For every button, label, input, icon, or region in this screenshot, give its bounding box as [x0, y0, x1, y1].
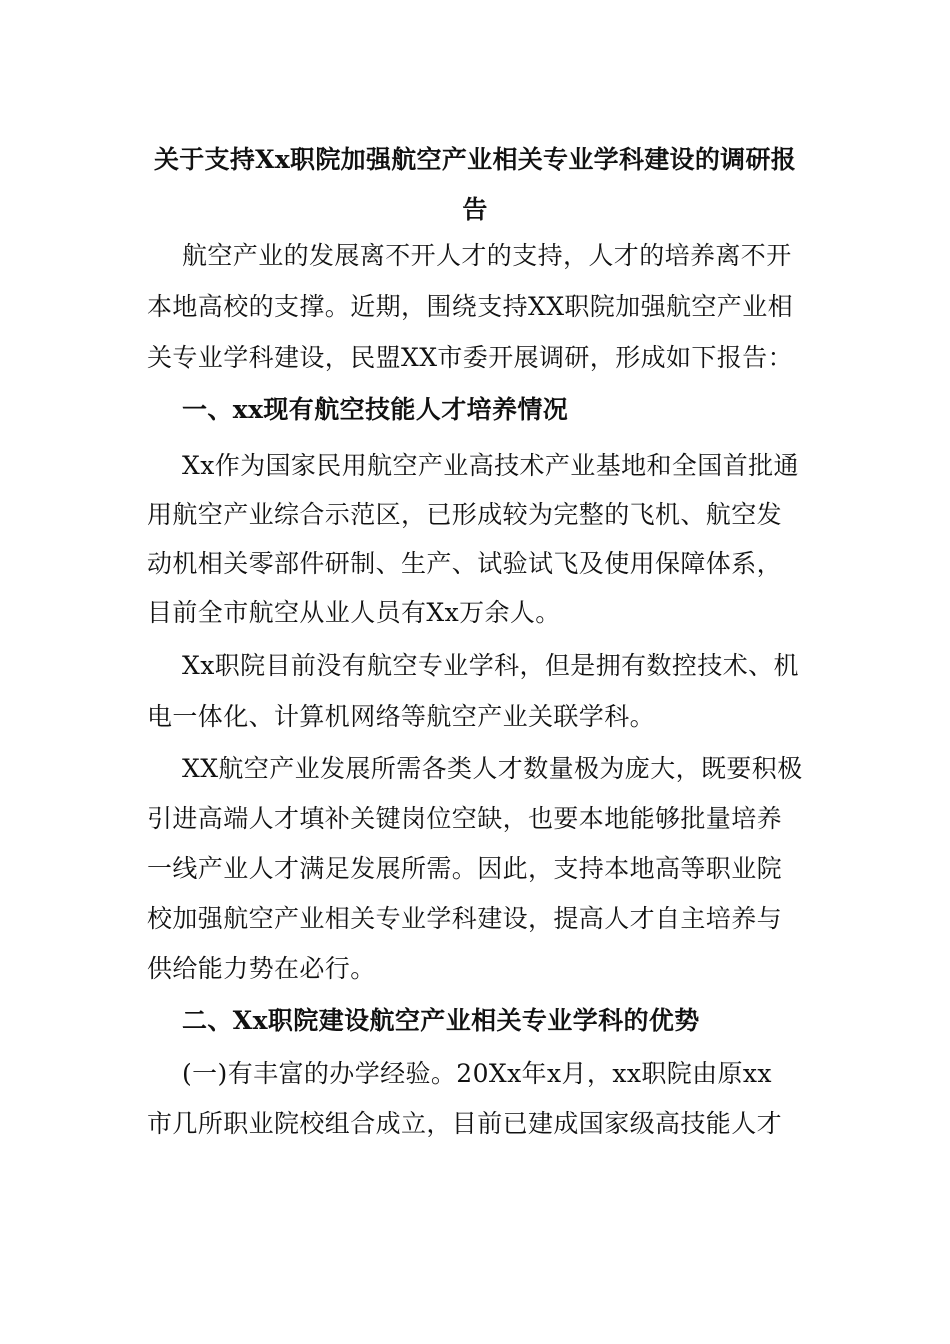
section-1-para-3-line: XX航空产业发展所需各类人才数量极为庞大，既要积极 — [182, 754, 803, 783]
section-2-heading: 二、Xx职院建设航空产业相关专业学科的优势 — [182, 1006, 700, 1035]
section-1-para-3-line: 一线产业人才满足发展所需。因此，支持本地高等职业院 — [147, 854, 783, 883]
section-1-heading: 一、xx现有航空技能人才培养情况 — [182, 395, 569, 424]
section-1-para-1-line: 用航空产业综合示范区，已形成较为完整的飞机、航空发 — [147, 500, 783, 529]
section-1-para-2-line: Xx职院目前没有航空专业学科，但是拥有数控技术、机 — [182, 651, 799, 680]
section-1-para-1-line: Xx作为国家民用航空产业高技术产业基地和全国首批通 — [182, 451, 799, 480]
section-1-para-1-line: 动机相关零部件研制、生产、试验试飞及使用保障体系， — [147, 549, 783, 578]
intro-line: 航空产业的发展离不开人才的支持，人才的培养离不开 — [182, 241, 792, 270]
intro-line: 关专业学科建设，民盟XX市委开展调研，形成如下报告： — [147, 343, 793, 372]
section-1-para-2-line: 电一体化、计算机网络等航空产业关联学科。 — [147, 702, 656, 731]
document-title-line-2: 告 — [462, 195, 488, 224]
section-1-para-1-line: 目前全市航空从业人员有Xx万余人。 — [147, 598, 561, 627]
intro-line: 本地高校的支撑。近期，围绕支持XX职院加强航空产业相 — [147, 292, 793, 321]
section-1-para-3-line: 校加强航空产业相关专业学科建设，提高人才自主培养与 — [147, 904, 783, 933]
section-2-para-1-line: (一)有丰富的办学经验。20Xx年x月，xx职院由原xx — [182, 1059, 772, 1088]
section-2-para-1-line: 市几所职业院校组合成立，目前已建成国家级高技能人才 — [147, 1109, 783, 1138]
document-title-line-1: 关于支持Xx职院加强航空产业相关专业学科建设的调研报 — [153, 145, 797, 174]
section-1-para-3-line: 引进高端人才填补关键岗位空缺，也要本地能够批量培养 — [147, 804, 783, 833]
section-1-para-3-line: 供给能力势在必行。 — [147, 954, 376, 983]
